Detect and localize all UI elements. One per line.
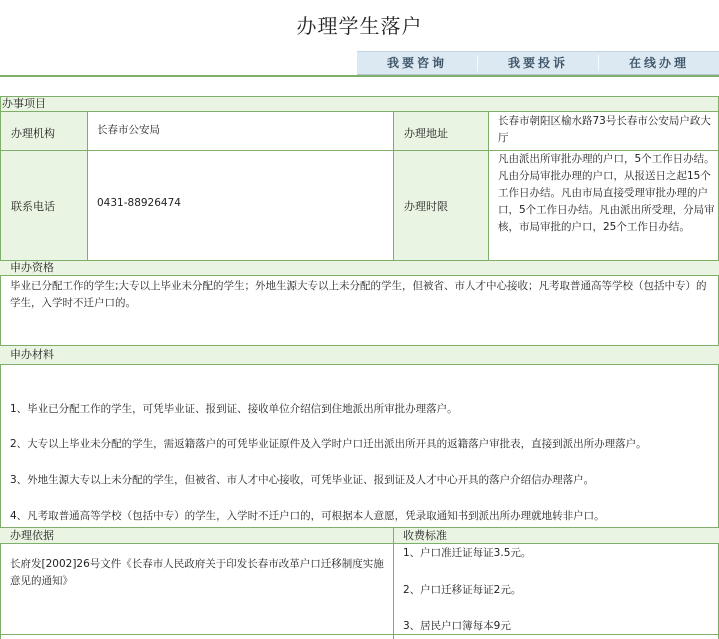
table-border-bottom bbox=[0, 634, 719, 635]
basis-heading: 办理依据 bbox=[0, 527, 393, 544]
nav-consult-button[interactable]: 我要咨询 bbox=[386, 56, 447, 70]
materials-item-1: 1、毕业已分配工作的学生，可凭毕业证、报到证、接收单位介绍信到住地派出所审批办理落户。 bbox=[10, 403, 458, 415]
time-limit-label: 办理时限 bbox=[404, 200, 448, 213]
grid-divider bbox=[488, 112, 489, 260]
grid-divider bbox=[393, 112, 394, 260]
qualification-heading: 申办资格 bbox=[0, 260, 719, 276]
grid-divider bbox=[87, 112, 88, 260]
materials-item-4: 4、凡考取普通高等学校（包括中专）的学生，入学时不迁户口的，可根据本人意愿，凭录取通知书到派出所办理就地转非户口。 bbox=[10, 510, 605, 522]
agency-value: 长春市公安局 bbox=[97, 124, 160, 136]
page-title: 办理学生落户 bbox=[296, 14, 423, 38]
top-nav-bar bbox=[0, 51, 719, 77]
materials-heading: 申办材料 bbox=[0, 345, 719, 365]
agency-label: 办理机构 bbox=[11, 127, 55, 140]
fee-item-3: 3、居民户口簿每本9元 bbox=[403, 620, 511, 632]
fee-item-2: 2、户口迁移证每证2元。 bbox=[403, 584, 522, 596]
qualification-text: 毕业已分配工作的学生;大专以上毕业未分配的学生；外地生源大专以上未分配的学生，但被省、市人才中心接收；凡考取普通高等学校（包括中专）的学生，入学时不迁户口的。 bbox=[10, 280, 707, 309]
fee-item-1: 1、户口准迁证每证3.5元。 bbox=[403, 547, 532, 559]
materials-item-2: 2、大专以上毕业未分配的学生，需返籍落户的可凭毕业证原件及入学时户口迁出派出所开具的返籍落户审批表，直接到派出所办理落户。 bbox=[10, 438, 647, 450]
header-rule bbox=[0, 75, 719, 77]
nav-complaint-button[interactable]: 我要投诉 bbox=[507, 56, 568, 70]
basis-text: 长府发[2002]26号文件《长春市人民政府关于印发长春市改革户口迁移制度实施意见的通知》 bbox=[10, 558, 384, 587]
grid-divider bbox=[393, 527, 394, 639]
nav-online-button[interactable]: 在线办理 bbox=[628, 56, 689, 70]
address-label: 办理地址 bbox=[404, 127, 448, 140]
nav-strip bbox=[357, 51, 719, 75]
address-value: 长春市朝阳区榆水路73号长春市公安局户政大厅 bbox=[498, 115, 711, 144]
materials-item-3: 3、外地生源大专以上未分配的学生，但被省、市人才中心接收，可凭毕业证、报到证及人才中心开具的落户介绍信办理落户。 bbox=[10, 474, 595, 486]
phone-label: 联系电话 bbox=[11, 200, 55, 213]
time-limit-value: 凡由派出所审批办理的户口，5个工作日办结。凡由分局审批办理的户口，从报送日之起15个工作日办结。凡由市局直接受理审批办理的户口，5个工作日办结。凡由派出所受理，分局审核，市局审批的户口，25个工作日办结。 bbox=[498, 153, 715, 233]
fees-heading: 收费标准 bbox=[393, 527, 719, 544]
phone-value: 0431-88926474 bbox=[97, 197, 181, 209]
items-section-heading: 办事项目 bbox=[0, 96, 719, 112]
